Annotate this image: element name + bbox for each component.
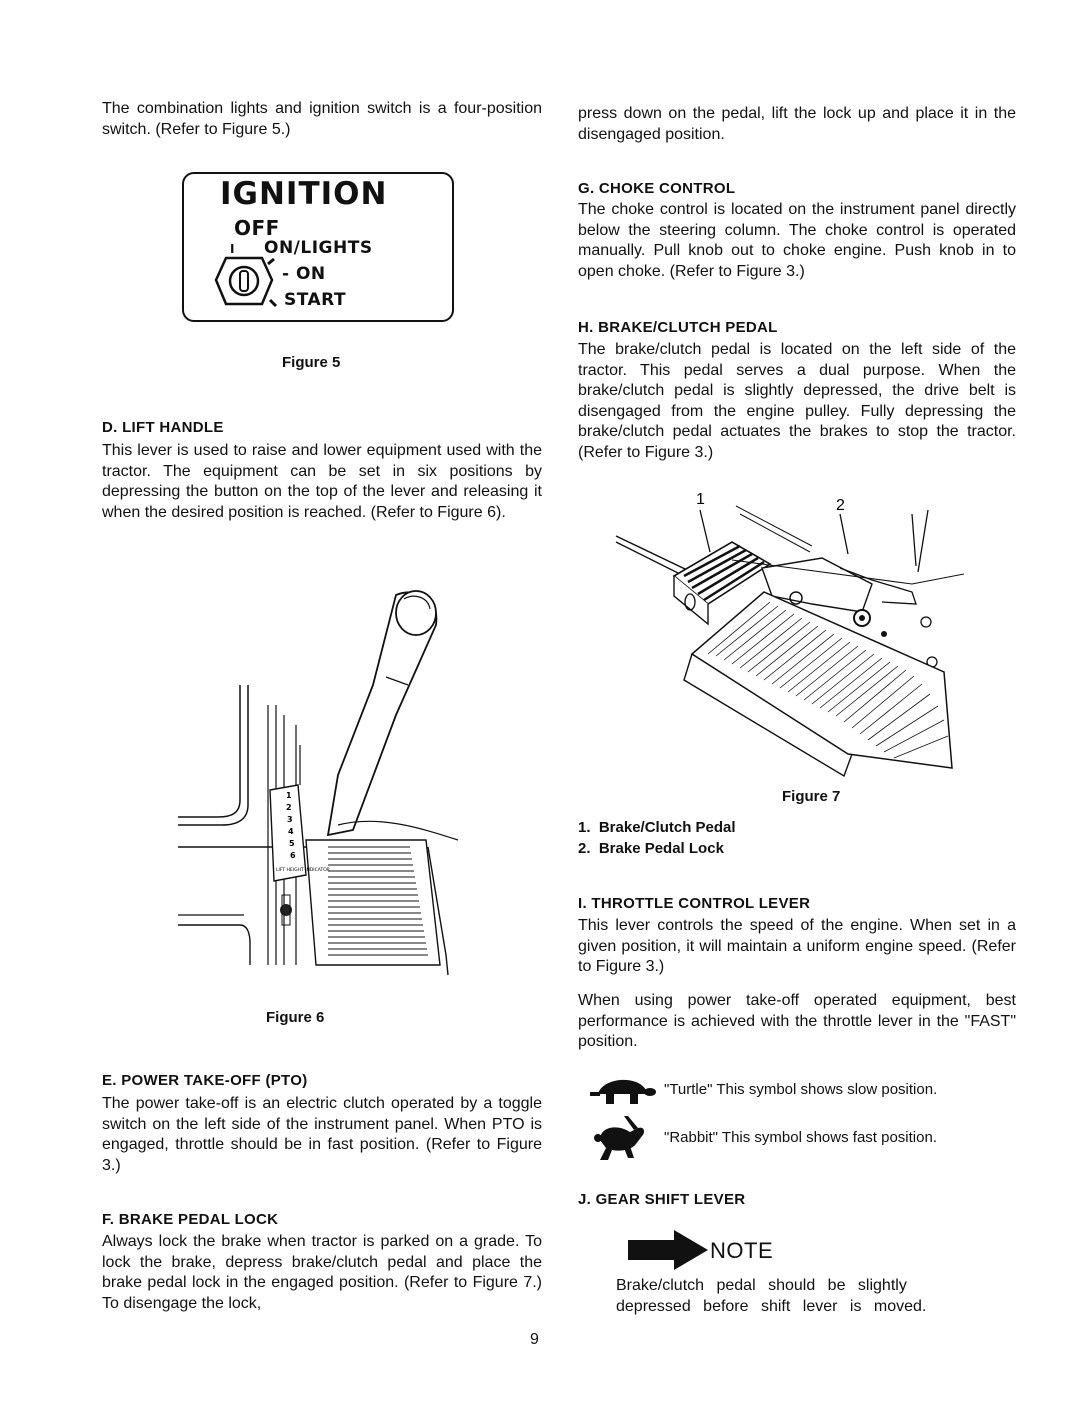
lift-height-indicator-label: LIFT HEIGHT INDICATOR — [276, 868, 330, 873]
pto-heading: E. POWER TAKE-OFF (PTO) — [102, 1072, 308, 1089]
brake-clutch-body: The brake/clutch pedal is located on the left side of the tractor. This pedal serves a dual purpose. When the brake/clutch pedal is slightly depressed, the drive belt is disengaged from the engine pulley. Fully depressing the brake/clutch pedal actuates the brakes to stop the tractor. (Refer to Figure 3.) — [578, 341, 1016, 461]
scale-number: 1 — [286, 791, 292, 800]
figure7-legend — [578, 817, 736, 859]
lift-handle-body: This lever is used to raise and lower equipment used with the tractor. The equipment can be set in six positions by depressing the button on the top of the lever and releasing it when the desired position is reached. (Refer to Figure 6). — [102, 442, 542, 521]
throttle-body-1: This lever controls the speed of the engine. When set in a given position, it will maintain a uniform engine speed. (Refer to Figure 3.) — [578, 917, 1016, 975]
throttle-heading: I. THROTTLE CONTROL LEVER — [578, 895, 811, 912]
gear-shift-heading: J. GEAR SHIFT LEVER — [578, 1191, 746, 1208]
note-body: Brake/clutch pedal should be slightly depressed before shift lever is moved. — [616, 1277, 927, 1315]
callout-1: 1 — [696, 491, 705, 508]
figure6-lift-lever-illustration — [178, 585, 468, 980]
scale-number: 2 — [286, 803, 292, 812]
note-label: NOTE — [710, 1238, 774, 1263]
ignition-off-tick: I — [230, 242, 235, 256]
intro-paragraph: The combination lights and ignition switch is a four-position switch. (Refer to Figure 5.) — [102, 100, 542, 138]
figure5-caption: Figure 5 — [282, 354, 341, 371]
continued-paragraph: press down on the pedal, lift the lock up and place it in the disengaged position. — [578, 105, 1016, 143]
page-number: 9 — [530, 1331, 539, 1348]
brake-lock-body: Always lock the brake when tractor is parked on a grade. To lock the brake, depress brake/clutch pedal and place the brake pedal lock in the engaged position. (Refer to Figure 7.) To disengage the lock, — [102, 1233, 542, 1312]
ignition-key-icon — [212, 254, 280, 312]
scale-number: 4 — [288, 827, 294, 836]
scale-number: 5 — [289, 839, 295, 848]
ignition-start-label: START — [284, 290, 347, 310]
turtle-icon — [588, 1072, 656, 1108]
ignition-on-lights-label: ON/LIGHTS — [264, 238, 373, 258]
throttle-body-2: When using power take-off operated equipment, best performance is achieved with the throttle lever in the "FAST" position. — [578, 992, 1016, 1050]
ignition-off-label: OFF — [234, 216, 280, 240]
turtle-description: "Turtle" This symbol shows slow position. — [664, 1081, 938, 1098]
figure7-brake-pedal-illustration — [612, 484, 964, 784]
scale-number: 3 — [287, 815, 293, 824]
scale-number: 6 — [290, 851, 296, 860]
ignition-panel — [182, 172, 454, 322]
lift-handle-heading: D. LIFT HANDLE — [102, 419, 224, 436]
rabbit-icon — [594, 1114, 646, 1162]
callout-2: 2 — [836, 497, 845, 514]
figure6-caption: Figure 6 — [266, 1009, 325, 1026]
rabbit-description: "Rabbit" This symbol shows fast position. — [664, 1129, 937, 1146]
brake-lock-heading: F. BRAKE PEDAL LOCK — [102, 1211, 279, 1228]
ignition-on-label: - ON — [282, 264, 326, 284]
ignition-title: IGNITION — [220, 176, 388, 212]
pto-body: The power take-off is an electric clutch operated by a toggle switch on the left side of the instrument panel. When PTO is engaged, throttle should be in fast position. (Refer to Figure 3.) — [102, 1095, 542, 1174]
figure7-caption: Figure 7 — [782, 788, 841, 805]
choke-body: The choke control is located on the instrument panel directly below the steering column. The choke control is operated manually. Pull knob out to choke engine. Push knob in to open choke. (Refer to Figure 3.) — [578, 201, 1016, 280]
note-arrow-icon — [626, 1228, 710, 1272]
brake-clutch-heading: H. BRAKE/CLUTCH PEDAL — [578, 319, 778, 336]
choke-heading: G. CHOKE CONTROL — [578, 180, 736, 197]
legend-item: 1. Brake/Clutch Pedal — [578, 819, 736, 836]
legend-item: 2. Brake Pedal Lock — [578, 840, 724, 857]
